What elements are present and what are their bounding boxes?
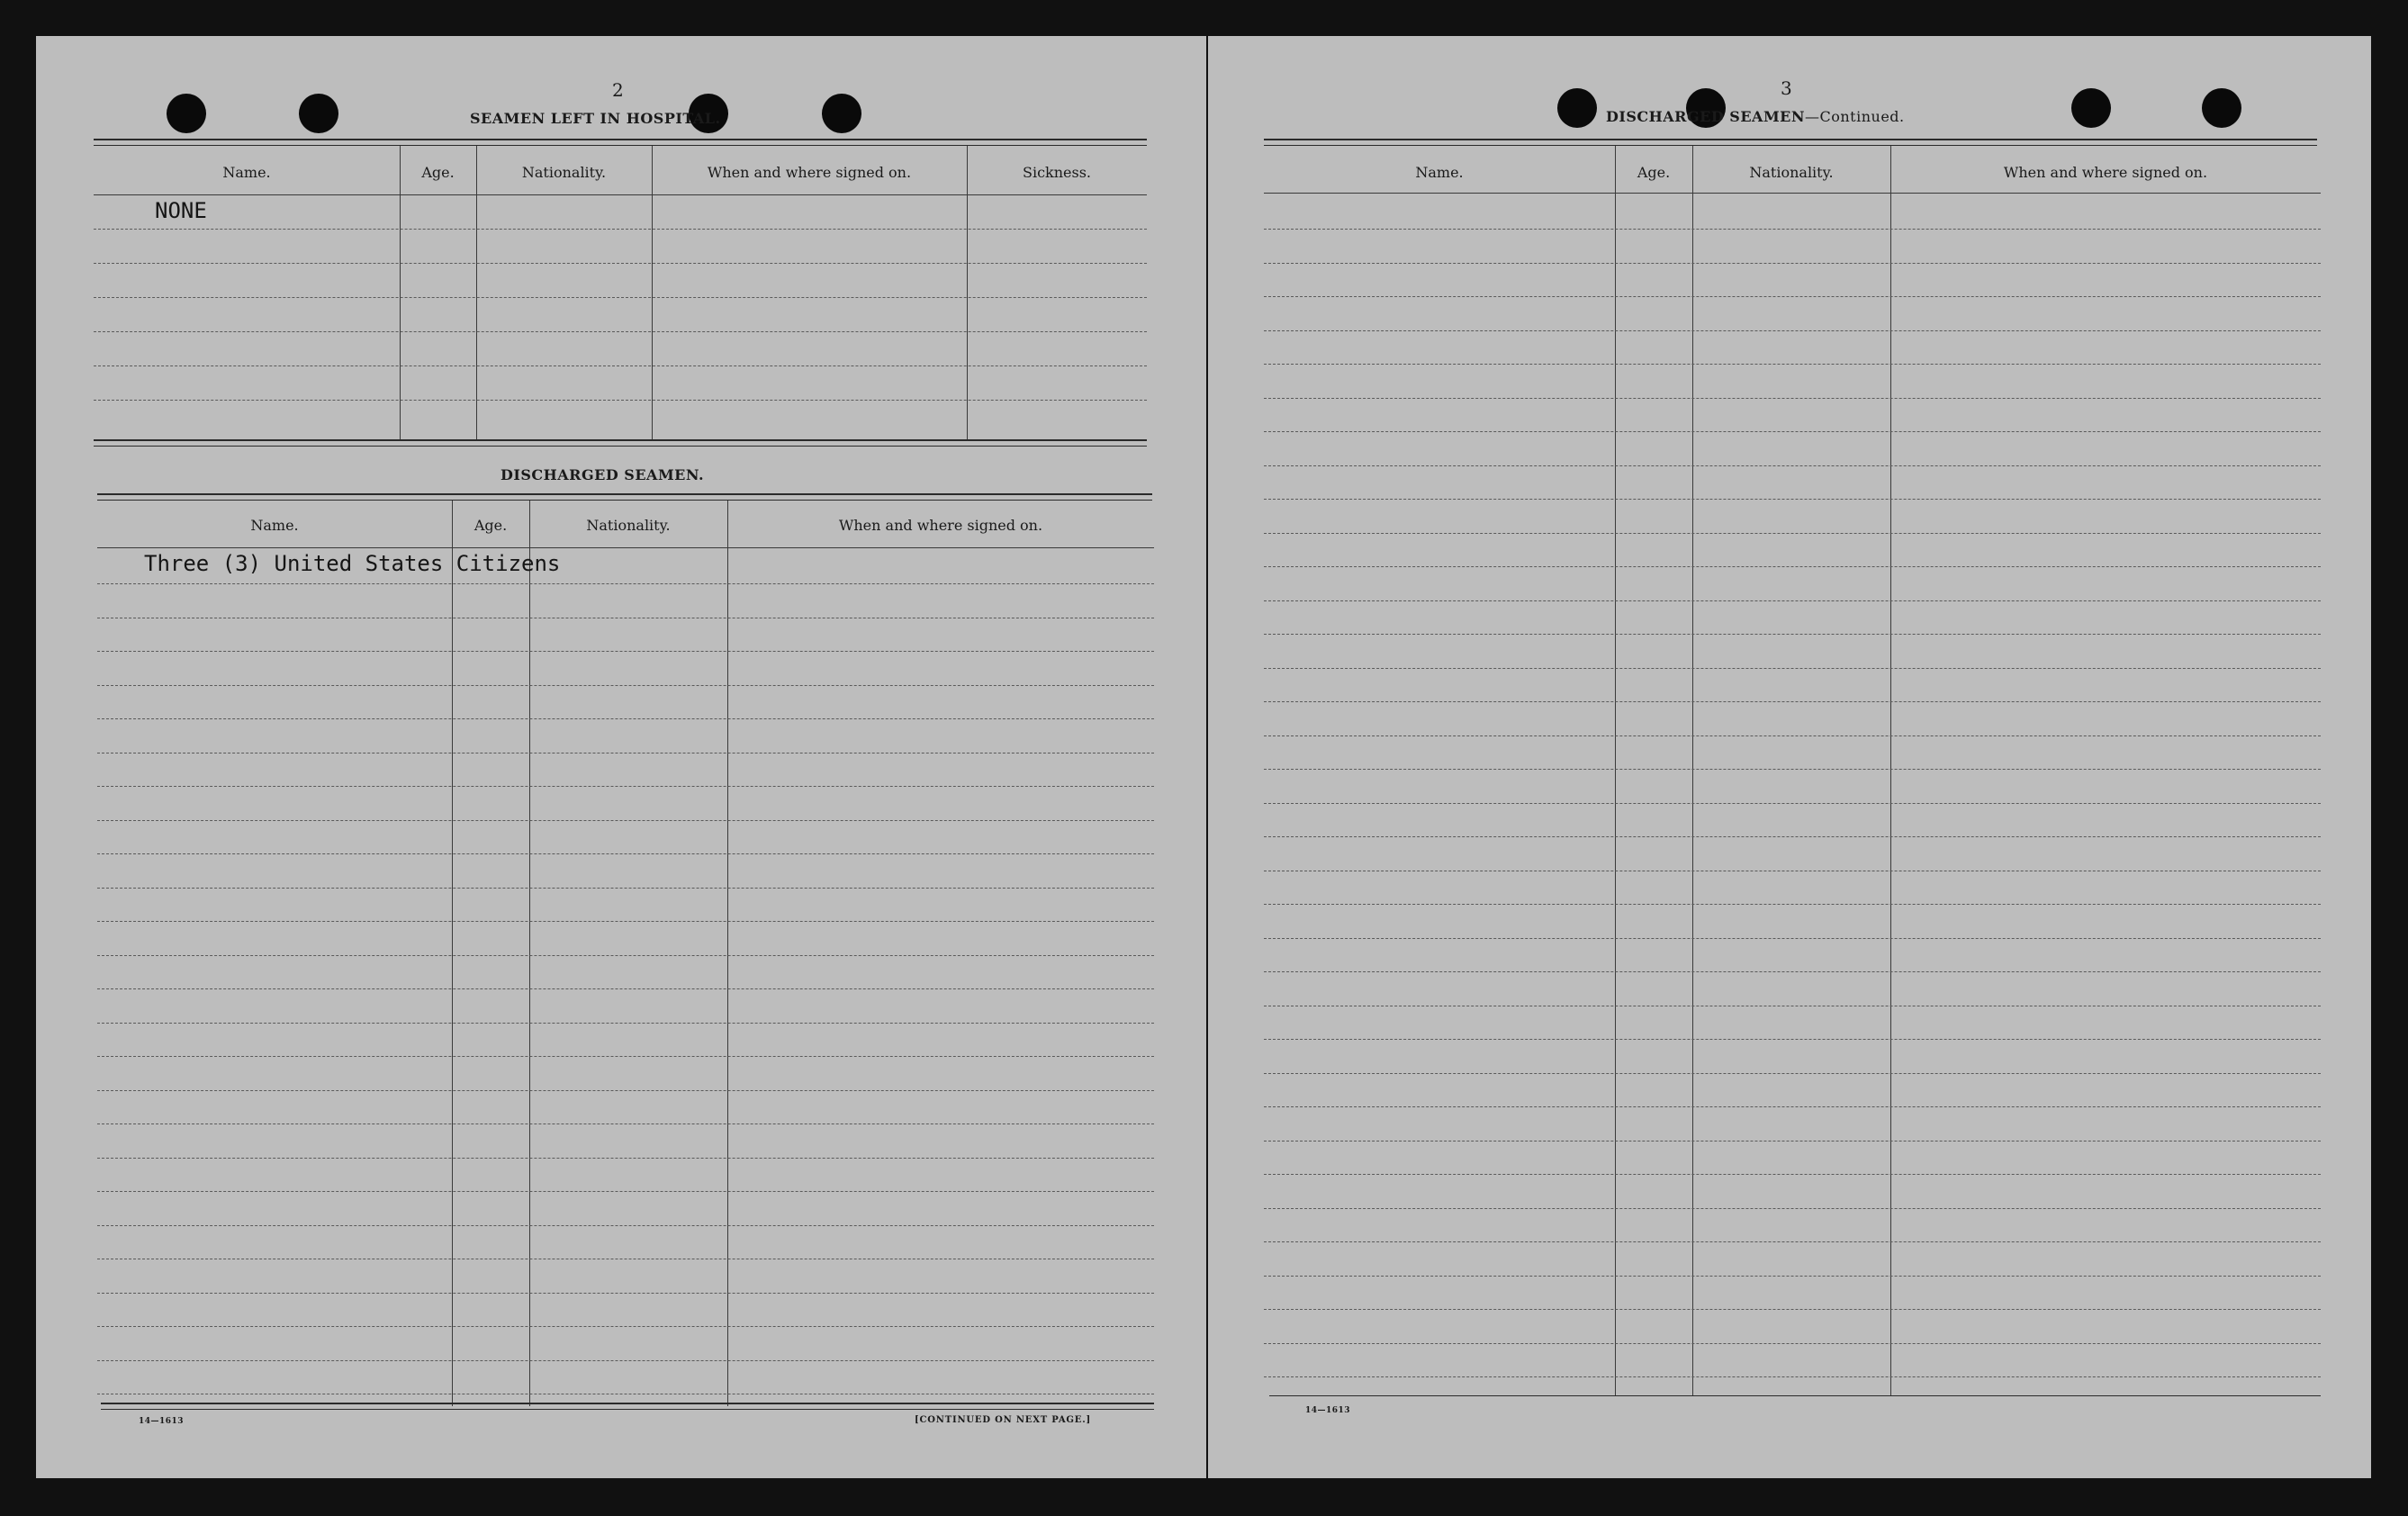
column-header-signed-on: When and where signed on. [2003, 164, 2208, 181]
entry-line [1264, 735, 2321, 736]
entry-line [97, 786, 1154, 787]
entry-line [97, 1123, 1154, 1124]
entry-line [97, 651, 1154, 652]
entry-line [1264, 1276, 2321, 1277]
entry-line [1264, 364, 2321, 365]
left-page [36, 36, 1206, 1478]
entry-line [1264, 465, 2321, 466]
column-header-sickness: Sickness. [1022, 164, 1091, 181]
column-divider [476, 146, 477, 441]
entry-line [1264, 499, 2321, 500]
entry-line [97, 1191, 1154, 1192]
entry-line [1264, 1073, 2321, 1074]
discharged-section-title: DISCHARGED SEAMEN. [501, 466, 705, 483]
entry-line [94, 365, 1147, 366]
entry-line [1264, 1174, 2321, 1175]
punch-hole [2202, 88, 2241, 128]
hospital-section-title: SEAMEN LEFT IN HOSPITAL. [470, 110, 721, 127]
entry-line [94, 297, 1147, 298]
column-header-nationality: Nationality. [586, 517, 671, 534]
hospital-table [94, 146, 1147, 441]
column-divider [652, 146, 653, 441]
entry-line [97, 1326, 1154, 1327]
entry-line [94, 263, 1147, 264]
column-divider [727, 501, 728, 1406]
entry-line [97, 955, 1154, 956]
column-header-age: Age. [421, 164, 455, 181]
entry-line [97, 988, 1154, 989]
continued-note: [CONTINUED ON NEXT PAGE.] [915, 1415, 1092, 1425]
entry-line [97, 685, 1154, 686]
entry-line [1264, 229, 2321, 230]
discharged-entry: Three (3) United States Citizens [144, 551, 561, 576]
right-page [1208, 36, 2371, 1478]
entry-line [97, 1360, 1154, 1361]
column-header-name: Name. [250, 517, 299, 534]
entry-line [1264, 836, 2321, 837]
entry-line [1264, 938, 2321, 939]
entry-line [1264, 634, 2321, 635]
entry-line [1264, 1376, 2321, 1377]
column-header-age: Age. [473, 517, 508, 534]
entry-line [1264, 263, 2321, 264]
entry-line [1264, 398, 2321, 399]
entry-line [1264, 1343, 2321, 1344]
entry-line [94, 331, 1147, 332]
column-header-age: Age. [1637, 164, 1671, 181]
entry-line [1264, 1241, 2321, 1242]
entry-line [1264, 971, 2321, 972]
entry-line [97, 1225, 1154, 1226]
entry-line [1264, 330, 2321, 331]
entry-line [1264, 904, 2321, 905]
entry-line [97, 1023, 1154, 1024]
entry-line [97, 888, 1154, 889]
entry-line [1264, 533, 2321, 534]
column-header-signed-on: When and where signed on. [707, 164, 912, 181]
punch-hole [822, 94, 861, 133]
section-end-rule [94, 439, 1147, 447]
entry-line [1264, 431, 2321, 432]
entry-line [1264, 1309, 2321, 1310]
entry-line [1264, 566, 2321, 567]
punch-hole [167, 94, 206, 133]
hospital-entry: NONE [155, 198, 207, 223]
entry-line [1264, 803, 2321, 804]
entry-line [97, 1090, 1154, 1091]
title-main: DISCHARGED SEAMEN [1606, 108, 1805, 125]
entry-line [1264, 668, 2321, 669]
entry-line [97, 853, 1154, 854]
page-number: 2 [612, 79, 625, 101]
entry-line [97, 583, 1154, 584]
header-rule [94, 139, 1147, 146]
entry-line [1264, 701, 2321, 702]
entry-line [1264, 769, 2321, 770]
column-header-name: Name. [1415, 164, 1464, 181]
entry-line [97, 1056, 1154, 1057]
punch-hole [2071, 88, 2111, 128]
entry-line [1264, 1039, 2321, 1040]
header-rule [1264, 139, 2317, 146]
discharged-continued-table [1264, 146, 2321, 1395]
form-number: 14—1613 [139, 1417, 185, 1426]
column-divider [452, 501, 453, 1406]
title-continued: —Continued. [1804, 108, 1905, 125]
punch-hole [1557, 88, 1597, 128]
entry-line [97, 1293, 1154, 1294]
column-header-signed-on: When and where signed on. [838, 517, 1043, 534]
entry-line [97, 820, 1154, 821]
column-header-nationality: Nationality. [1749, 164, 1834, 181]
entry-line [97, 1158, 1154, 1159]
bottom-rule [1269, 1395, 2321, 1396]
form-number: 14—1613 [1305, 1406, 1351, 1415]
entry-line [97, 921, 1154, 922]
header-rule [97, 493, 1152, 501]
entry-line [94, 229, 1147, 230]
column-header-name: Name. [222, 164, 271, 181]
bottom-rule [101, 1403, 1154, 1410]
column-divider [967, 146, 968, 441]
entry-line [1264, 1208, 2321, 1209]
entry-line [1264, 1106, 2321, 1107]
punch-hole [299, 94, 338, 133]
entry-line [94, 400, 1147, 401]
entry-line [1264, 600, 2321, 601]
entry-line [97, 718, 1154, 719]
entry-line [1264, 296, 2321, 297]
entry-line [1264, 1141, 2321, 1142]
column-header-nationality: Nationality. [521, 164, 607, 181]
column-divider [400, 146, 401, 441]
discharged-continued-title [1606, 108, 1905, 125]
column-divider [529, 501, 530, 1406]
page-number: 3 [1781, 77, 1793, 99]
discharged-table [97, 501, 1154, 1406]
